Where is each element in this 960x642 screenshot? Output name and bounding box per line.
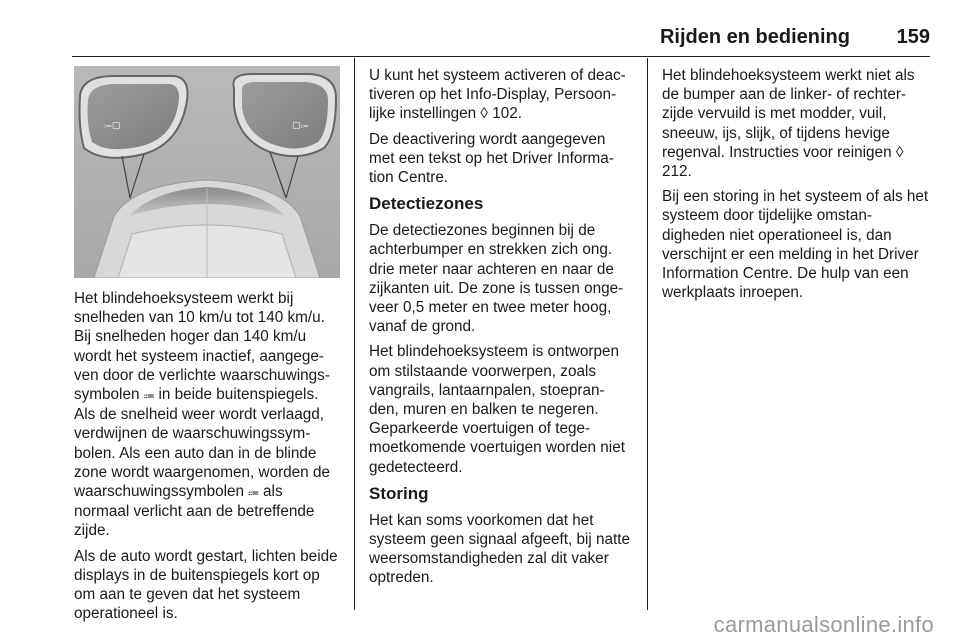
paragraph-dirty-bumper: Het blindehoeksysteem werkt niet als de bumper aan de linker- of rechter‐ zijde vervuild is met modder, vuil, sneeuw, ijs, slijk, of tijdens hevige regenval. Instructies voor reinigen ◊ 212. <box>662 67 915 181</box>
paragraph-deactivation: De deactivering wordt aangegeven met een tekst op het Driver Informa‐ tion Centre. <box>369 130 614 187</box>
paragraph-activation: U kunt het systeem activeren of deac‐ tiveren op het Info-Display, Persoon‐ lijke instellingen ◊ 102. <box>369 67 626 123</box>
column-right <box>662 66 930 308</box>
side-blind-spot-warning-icon: ⩴ <box>248 485 259 500</box>
column-divider-1 <box>354 58 355 610</box>
section-title: Rijden en bediening <box>659 26 850 48</box>
svg-text:▢⩴: ▢⩴ <box>292 121 309 131</box>
paragraph-malfunction: Bij een storing in het systeem of als het systeem door tijdelijke omstan‐ digheden niet operationeel is, dan verschijnt er een melding in het Driver Information Centre. De hulp van een werkplaats inroepen. <box>662 188 929 302</box>
speed-text-c: als normaal verlicht aan de betreffende zijde. <box>74 483 315 540</box>
speed-text-b: in beide buitenspiegels. Als de snelheid weer wordt verlaagd, verdwijnen de waarschuwingssym‐ bolen. Als een auto dan in de blinde zone wordt waargenomen, worden de waarschuwingssymbolen <box>74 386 330 501</box>
speed-text-a: Het blindehoeksysteem werkt bij snelheden van 10 km/u tot 140 km/u. Bij snelheden hoger dan 140 km/u wordt het systeem inactief, aangege‐ ven door de verlichte waarschuwings‐ symbolen <box>74 290 330 404</box>
column-divider-2 <box>647 58 648 610</box>
page-number: 159 <box>896 26 930 48</box>
watermark: carmanualsonline.info <box>713 612 934 637</box>
paragraph-speed-range <box>74 289 342 541</box>
heading-detection-zones: Detectiezones <box>369 194 484 214</box>
column-middle <box>369 66 635 594</box>
heading-fault: Storing <box>369 483 429 503</box>
paragraph-startup: Als de auto wordt gestart, lichten beide displays in de buitenspiegels kort op om aan te geven dat het systeem operationeel is. <box>74 547 338 623</box>
paragraph-fault: Het kan soms voorkomen dat het systeem geen signaal afgeeft, bij natte weersomstandigheden zal dit vaker optreden. <box>369 511 631 587</box>
mirror-illustration <box>74 66 340 278</box>
header-rule <box>72 56 930 57</box>
paragraph-ignore-objects: Het blindehoeksysteem is ontworpen om stilstaande voorwerpen, zoals vangrails, lantaarnpalen, stoepran‐ den, muren en balken te negeren. Geparkeerde voertuigen of tege‐ moetkomende voertuigen worden niet gedetecteerd. <box>369 343 625 476</box>
svg-text:⩴▢: ⩴▢ <box>104 121 121 131</box>
side-blind-spot-warning-icon: ⩴ <box>143 388 155 403</box>
paragraph-zones: De detectiezones beginnen bij de achterbumper en strekken zich ong. drie meter naar achteren en naar de zijkanten uit. De zone is tussen onge‐ veer 0,5 meter en twee meter hoog, vanaf de grond. <box>369 222 624 336</box>
column-left <box>74 289 342 629</box>
